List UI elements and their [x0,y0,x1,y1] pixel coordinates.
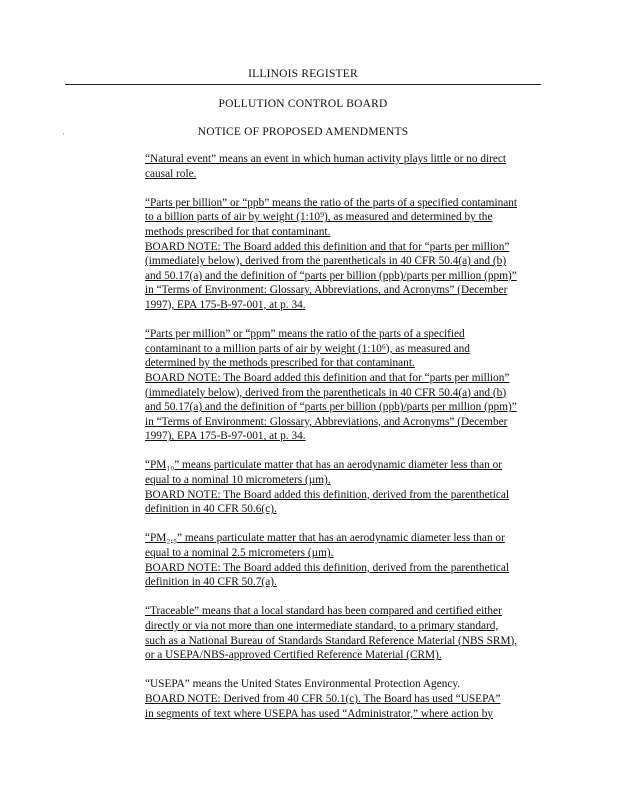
text-line: (immediately below), derived from the parentheticals in 40 CFR 50.4(a) and (b) [145,255,507,268]
text-line: or a USEPA/NBS-approved Certified Reference Material (CRM). [145,649,442,662]
text-line: and 50.17(a) and the definition of “parts per billion (ppb)/parts per million (ppm)” [145,269,517,282]
text-line: in “Terms of Environment: Glossary, Abbreviations, and Acronyms” (December [145,415,508,428]
definition-paragraph [145,327,541,444]
definition-paragraph [145,458,541,516]
register-header: ILLINOIS REGISTER [248,68,358,80]
text-line: “Parts per million” or “ppm” means the ratio of the parts of a specified [145,328,465,341]
text-line: and 50.17(a) and the definition of “parts per billion (ppb)/parts per million (ppm)” [145,401,517,414]
text-line: definition in 40 CFR 50.6(c). [145,503,277,516]
text-line: causal role. [145,167,197,180]
text-line: 1997), EPA 175-B-97-001, at p. 34. [145,430,306,443]
definition-paragraph [145,196,541,313]
text-line: “USEPA” means the United States Environmental Protection Agency. [145,678,461,691]
text-line: determined by the methods prescribed for that contaminant. [145,357,415,370]
definition-paragraph [145,677,541,721]
text-line: in “Terms of Environment: Glossary, Abbreviations, and Acronyms” (December [145,284,508,297]
definition-paragraph [145,604,541,662]
text-line: in segments of text where USEPA has used “Administrator,” where action by [145,707,494,720]
text-line: BOARD NOTE: Derived from 40 CFR 50.1(c). The Board has used “USEPA” [145,692,501,705]
text-line: 1997), EPA 175-B-97-001, at p. 34. [145,298,306,311]
text-line: to a billion parts of air by weight (1:10⁹), as measured and determined by the [145,211,493,224]
text-line: “Parts per billion” or “ppb” means the ratio of the parts of a specified contaminant [145,196,518,209]
text-line: “PM₁₀” means particulate matter that has an aerodynamic diameter less than or [145,459,503,472]
text-line: such as a National Bureau of Standards Standard Reference Material (NBS SRM), [145,634,518,647]
text-line: BOARD NOTE: The Board added this definition and that for “parts per million” [145,240,510,253]
board-title: POLLUTION CONTROL BOARD [218,98,388,110]
text-line: BOARD NOTE: The Board added this definition, derived from the parenthetical [145,561,510,574]
text-line: equal to a nominal 10 micrometers (µm). [145,474,331,487]
definition-paragraph [145,152,541,181]
text-line: BOARD NOTE: The Board added this definition and that for “parts per million” [145,371,510,384]
text-line: equal to a nominal 2.5 micrometers (µm). [145,547,334,560]
text-line: “PM₂.₅” means particulate matter that has an aerodynamic diameter less than or [145,532,505,545]
text-line: “Traceable” means that a local standard has been compared and certified either [145,605,502,618]
margin-mark: · [62,130,65,139]
header-rule [65,84,541,85]
notice-title: NOTICE OF PROPOSED AMENDMENTS [197,126,409,138]
text-line: (immediately below), derived from the parentheticals in 40 CFR 50.4(a) and (b) [145,386,507,399]
text-line: contaminant to a million parts of air by weight (1:10⁶), as measured and [145,342,470,355]
text-line: directly or via not more than one intermediate standard, to a primary standard, [145,620,499,632]
definitions-body [145,152,541,736]
text-line: “Natural event” means an event in which human activity plays little or no direct [145,153,507,165]
definition-paragraph [145,531,541,589]
text-line: BOARD NOTE: The Board added this definition, derived from the parenthetical [145,488,510,501]
text-line: methods prescribed for that contaminant. [145,225,331,238]
text-line: definition in 40 CFR 50.7(a). [145,576,277,589]
